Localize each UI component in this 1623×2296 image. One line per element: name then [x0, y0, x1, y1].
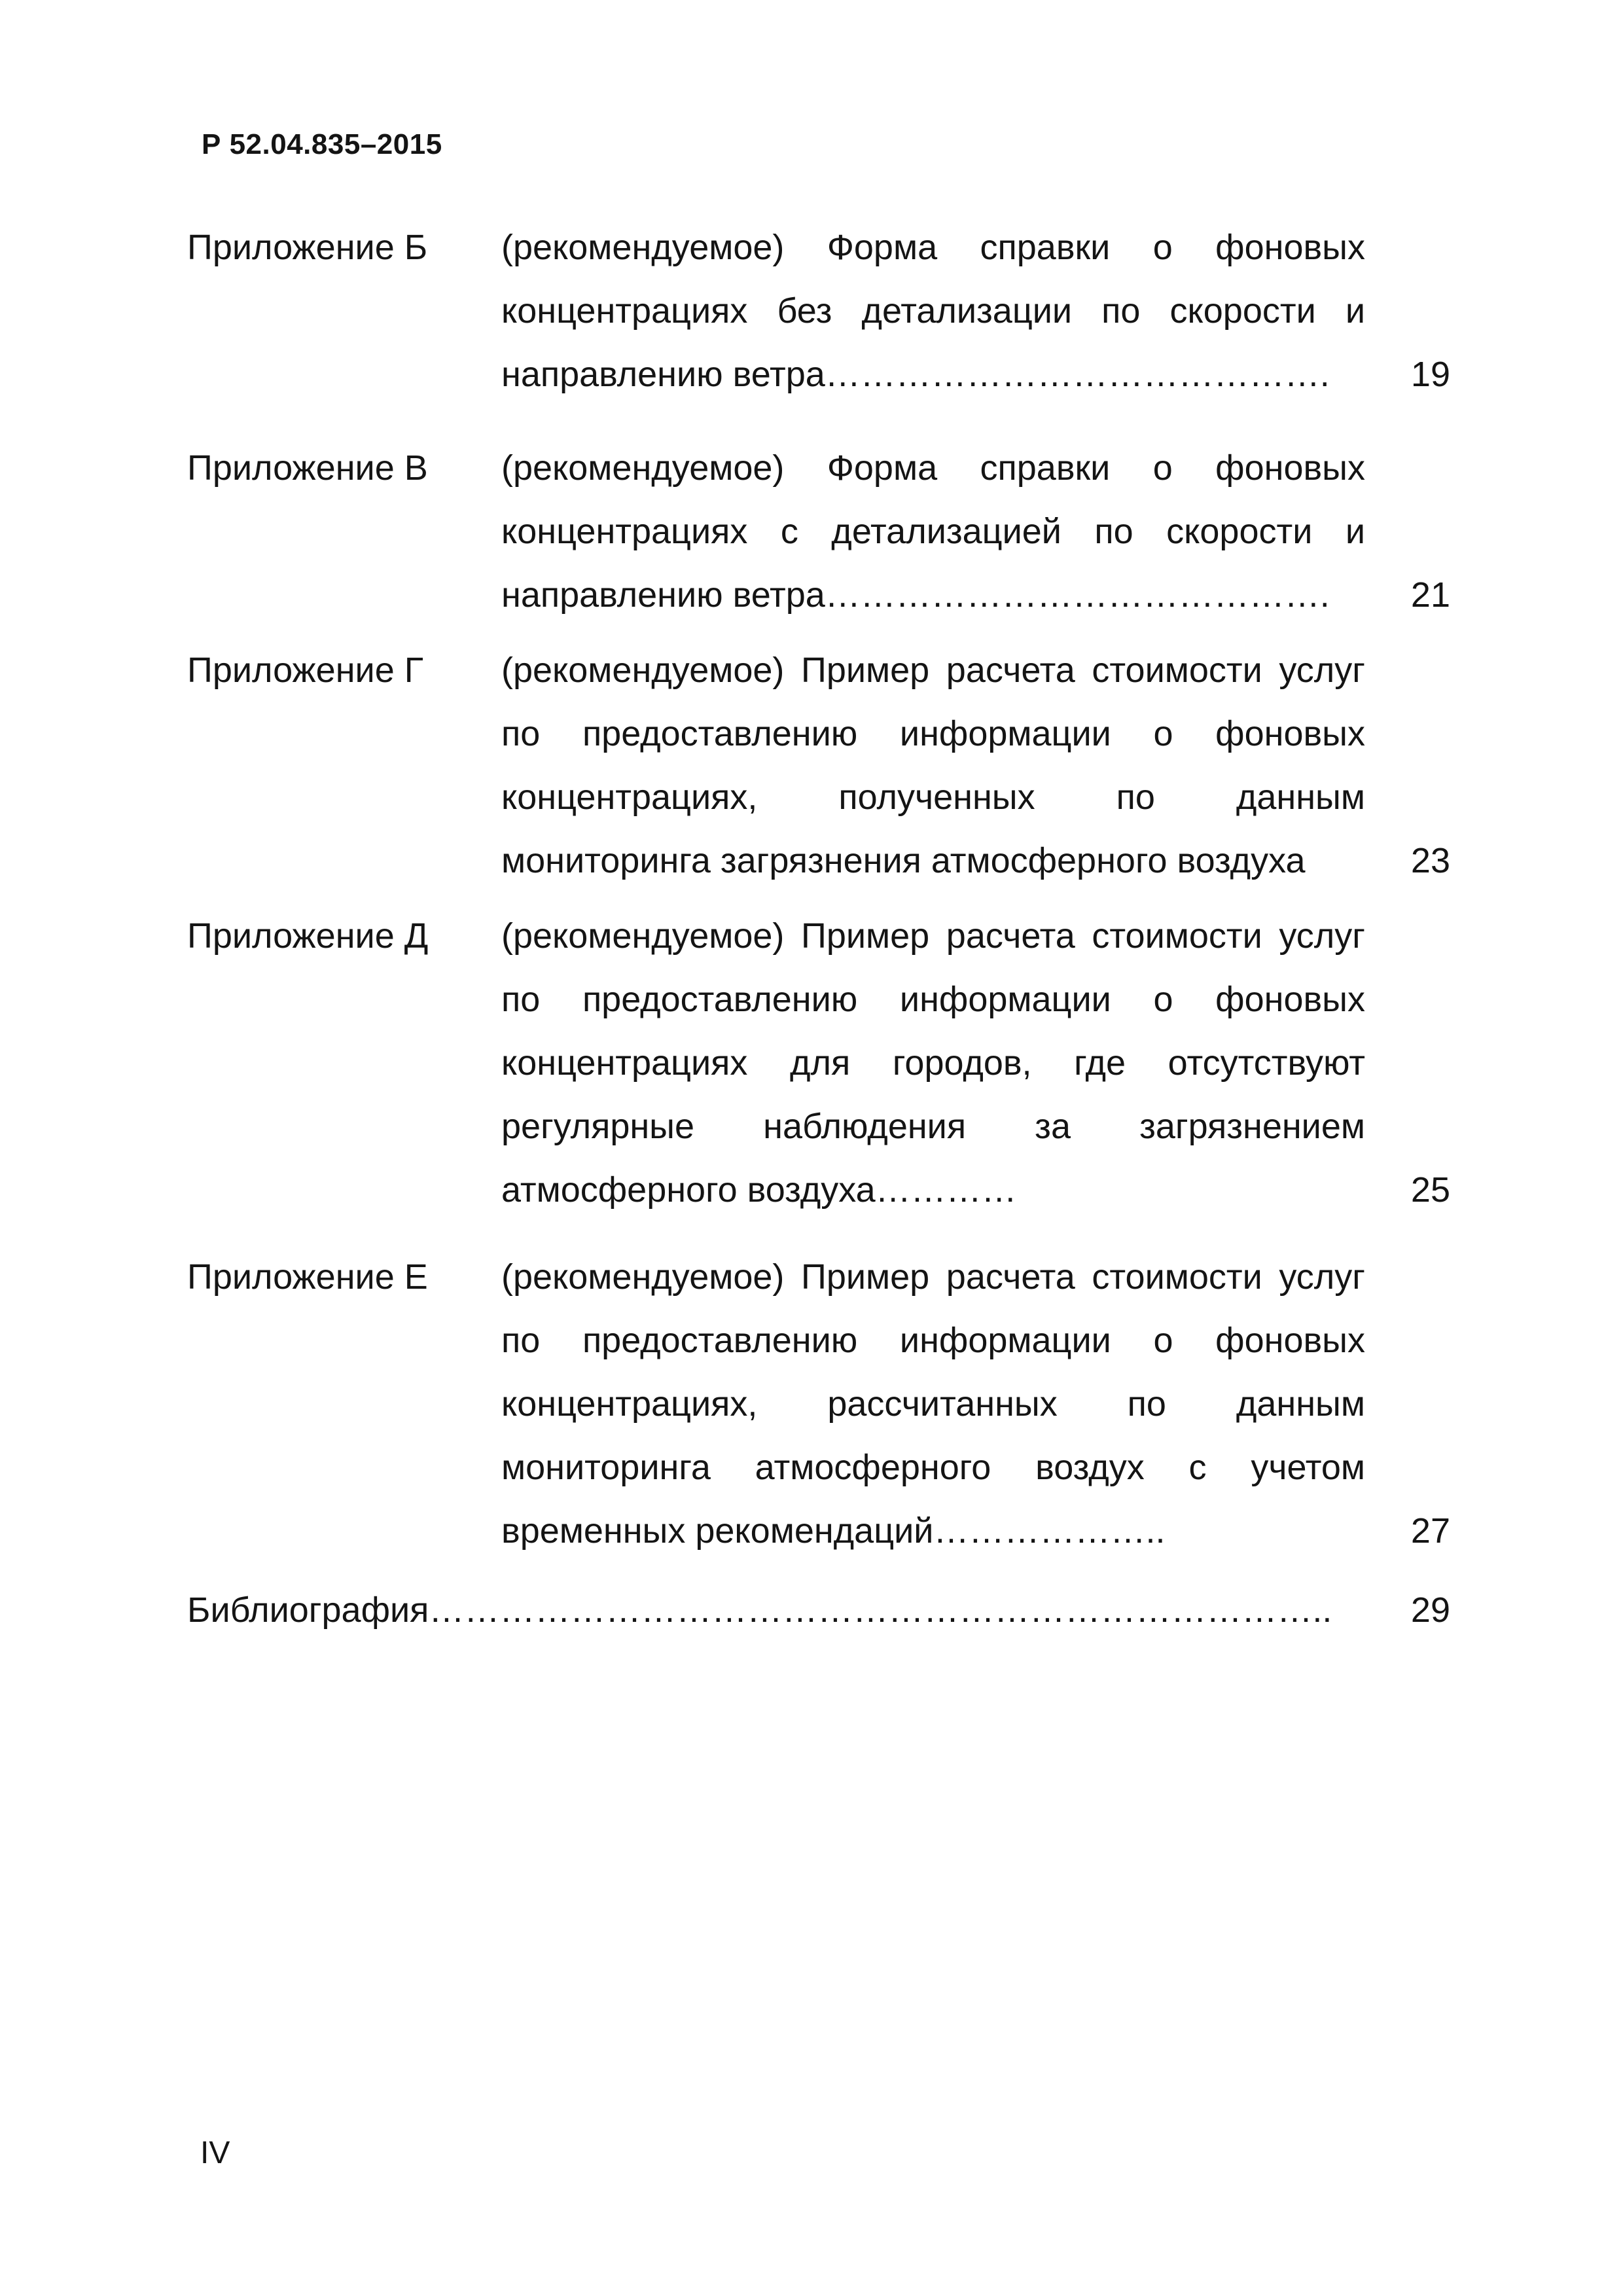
toc-entry-page: 27	[1410, 1511, 1450, 1551]
toc-entry-label: Приложение Е	[187, 1257, 428, 1297]
toc-entry-page: 25	[1410, 1170, 1450, 1210]
bibliography-label: Библиография…………………………………………………………………..	[187, 1590, 1332, 1630]
toc-entry-label: Приложение В	[187, 448, 428, 488]
document-code: Р 52.04.835–2015	[202, 128, 442, 160]
toc-entry-appendix-d[interactable]	[187, 905, 1450, 1222]
toc-entry-page: 23	[1410, 841, 1450, 880]
toc-entry-label: Приложение Д	[187, 916, 429, 956]
page-number: IV	[200, 2136, 230, 2170]
toc-entry-label: Приложение Б	[187, 228, 428, 267]
toc-entry-title: (рекомендуемое) Форма справки о фоновых концентрациях с детализацией по скорости и направлению ветра…………………………………….	[501, 448, 1365, 615]
toc-entry-title: (рекомендуемое) Пример расчета стоимости услуг по предоставлению информации о фоновых концентрациях, полученных по данным мониторинга загрязнения атмосферного воздуха	[501, 651, 1365, 880]
toc-entry-label: Приложение Г	[187, 651, 423, 690]
toc-entry-page: 19	[1410, 355, 1450, 394]
toc-entry-appendix-g[interactable]	[187, 639, 1450, 893]
toc-entry-appendix-b[interactable]	[187, 216, 1450, 406]
toc-entry-appendix-v[interactable]	[187, 437, 1450, 627]
table-of-contents	[187, 216, 1450, 1642]
toc-entry-title: (рекомендуемое) Форма справки о фоновых концентрациях без детализации по скорости и направлению ветра…………………………………….	[501, 228, 1365, 394]
bibliography-page: 29	[1410, 1590, 1450, 1630]
toc-entry-page: 21	[1410, 575, 1450, 615]
toc-entry-bibliography[interactable]	[187, 1579, 1450, 1642]
toc-entry-title: (рекомендуемое) Пример расчета стоимости услуг по предоставлению информации о фоновых концентрациях для городов, где отсутствуют регулярные наблюдения за загрязнением атмосферного воздуха…………	[501, 916, 1365, 1210]
toc-entry-appendix-e[interactable]	[187, 1246, 1450, 1563]
toc-entry-title: (рекомендуемое) Пример расчета стоимости услуг по предоставлению информации о фоновых концентрациях, рассчитанных по данным мониторинга атмосферного воздух с учетом временных рекомендаций………………..	[501, 1257, 1365, 1551]
